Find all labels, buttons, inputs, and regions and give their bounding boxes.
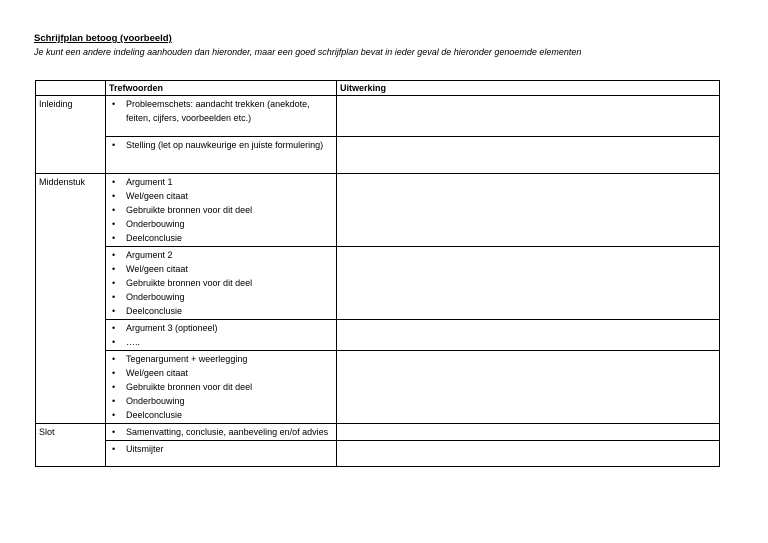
elaboration-cell[interactable]: [337, 247, 720, 320]
bullet-list: [109, 175, 333, 245]
list-item: • Argument 3 (optioneel): [109, 321, 333, 335]
list-item: • Gebruikte bronnen voor dit deel: [109, 380, 333, 394]
list-item: • Probleemschets: aandacht trekken (anekdote, feiten, cijfers, voorbeelden etc.): [109, 97, 333, 125]
bullet-list: [109, 321, 333, 349]
keywords-cell: [106, 247, 337, 320]
bullet-list: [109, 97, 333, 125]
header-uitwerking: Uitwerking: [337, 81, 720, 96]
table-row: [36, 351, 720, 424]
header-section: [36, 81, 106, 96]
list-item: • Argument 2: [109, 248, 333, 262]
bullet-list: [109, 138, 333, 152]
list-item: • Onderbouwing: [109, 217, 333, 231]
table-row: [36, 137, 720, 174]
elaboration-cell[interactable]: [337, 320, 720, 351]
list-item: • Onderbouwing: [109, 394, 333, 408]
list-item: • Deelconclusie: [109, 231, 333, 245]
list-item: • Deelconclusie: [109, 408, 333, 422]
list-item: • Deelconclusie: [109, 304, 333, 318]
bullet-list: [109, 442, 333, 456]
elaboration-cell[interactable]: [337, 441, 720, 467]
elaboration-cell[interactable]: [337, 351, 720, 424]
list-item: • Stelling (let op nauwkeurige en juiste formulering): [109, 138, 333, 152]
keywords-cell: [106, 424, 337, 441]
keywords-cell: [106, 441, 337, 467]
document-title: Schrijfplan betoog (voorbeeld): [34, 33, 172, 44]
table-row: [36, 96, 720, 137]
document-subtitle: Je kunt een andere indeling aanhouden dan hieronder, maar een goed schrijfplan bevat in ieder geval de hieronder genoemde elementen: [34, 47, 582, 57]
section-label-slot: Slot: [36, 424, 106, 467]
list-item: • Onderbouwing: [109, 290, 333, 304]
table-row: [36, 424, 720, 441]
section-label-middenstuk: Middenstuk: [36, 174, 106, 424]
table-header-row: [36, 81, 720, 96]
list-item: • Wel/geen citaat: [109, 262, 333, 276]
keywords-cell: [106, 320, 337, 351]
table-row: [36, 174, 720, 247]
elaboration-cell[interactable]: [337, 137, 720, 174]
list-item: • Wel/geen citaat: [109, 189, 333, 203]
bullet-list: [109, 248, 333, 318]
keywords-cell: [106, 96, 337, 137]
table-row: [36, 247, 720, 320]
list-item: • Uitsmijter: [109, 442, 333, 456]
keywords-cell: [106, 351, 337, 424]
list-item: • Tegenargument + weerlegging: [109, 352, 333, 366]
list-item: • Samenvatting, conclusie, aanbeveling en/of advies: [109, 425, 333, 439]
list-item: • Gebruikte bronnen voor dit deel: [109, 203, 333, 217]
list-item: • …..: [109, 335, 333, 349]
table-row: [36, 320, 720, 351]
bullet-list: [109, 425, 333, 439]
list-item: • Argument 1: [109, 175, 333, 189]
list-item: • Gebruikte bronnen voor dit deel: [109, 276, 333, 290]
header-trefwoorden: Trefwoorden: [106, 81, 337, 96]
writing-plan-table: [35, 80, 720, 467]
elaboration-cell[interactable]: [337, 174, 720, 247]
section-label-inleiding: Inleiding: [36, 96, 106, 174]
bullet-list: [109, 352, 333, 422]
elaboration-cell[interactable]: [337, 424, 720, 441]
keywords-cell: [106, 174, 337, 247]
keywords-cell: [106, 137, 337, 174]
table-row: [36, 441, 720, 467]
elaboration-cell[interactable]: [337, 96, 720, 137]
list-item: • Wel/geen citaat: [109, 366, 333, 380]
